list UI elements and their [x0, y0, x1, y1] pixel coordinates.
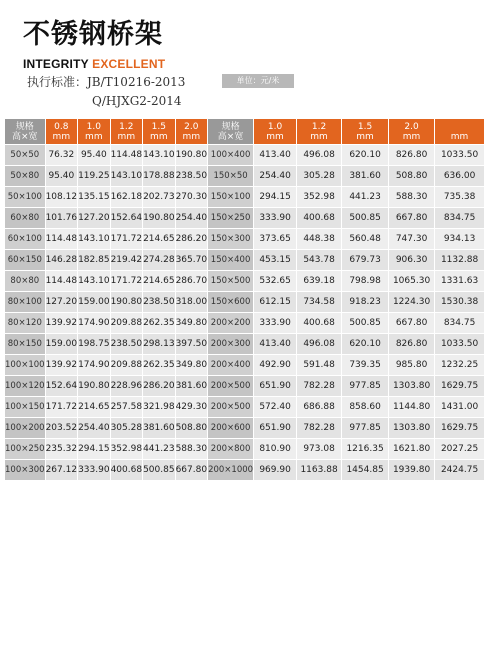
price-cell: 413.40: [254, 334, 296, 354]
spec-cell: 80×150: [5, 334, 45, 354]
price-cell: 254.40: [78, 418, 110, 438]
spec-cell: 50×80: [5, 166, 45, 186]
price-cell: 162.18: [111, 187, 143, 207]
price-cell: 651.90: [254, 418, 296, 438]
price-cell: 146.28: [46, 250, 78, 270]
price-cell: 203.52: [46, 418, 78, 438]
price-cell: 441.23: [342, 187, 388, 207]
price-cell: 679.73: [342, 250, 388, 270]
price-cell: 591.48: [297, 355, 341, 375]
price-cell: 114.48: [46, 229, 78, 249]
price-cell: 286.20: [176, 229, 208, 249]
table-row: [5, 376, 484, 396]
price-cell: 651.90: [254, 376, 296, 396]
spec-cell: 200×500: [208, 397, 253, 417]
price-cell: 143.10: [78, 271, 110, 291]
price-cell: 190.80: [176, 145, 208, 165]
price-cell: 267.12: [46, 460, 78, 480]
table-row: [5, 334, 484, 354]
price-cell: 918.23: [342, 292, 388, 312]
table-row: [5, 313, 484, 333]
price-cell: 1033.50: [435, 334, 484, 354]
slogan: [23, 57, 165, 71]
spec-cell: 100×120: [5, 376, 45, 396]
table-row: [5, 166, 484, 186]
spec-cell: 80×100: [5, 292, 45, 312]
price-cell: 238.50: [176, 166, 208, 186]
price-cell: 496.08: [297, 334, 341, 354]
price-cell: 834.75: [435, 313, 484, 333]
price-cell: 139.92: [46, 355, 78, 375]
price-cell: 333.90: [78, 460, 110, 480]
price-cell: 532.65: [254, 271, 296, 291]
price-cell: 159.00: [46, 334, 78, 354]
price-cell: 76.32: [46, 145, 78, 165]
price-cell: 238.50: [111, 334, 143, 354]
price-cell: 782.28: [297, 418, 341, 438]
price-cell: 739.35: [342, 355, 388, 375]
price-cell: 560.48: [342, 229, 388, 249]
spec-cell: 200×300: [208, 334, 253, 354]
price-cell: 1224.30: [389, 292, 434, 312]
price-cell: 400.68: [297, 313, 341, 333]
price-cell: 810.90: [254, 439, 296, 459]
price-cell: 171.72: [111, 271, 143, 291]
header-thickness: 1.0 mm: [78, 119, 110, 144]
price-cell: 508.80: [389, 166, 434, 186]
price-cell: 448.38: [297, 229, 341, 249]
price-cell: 429.30: [176, 397, 208, 417]
price-cell: 127.20: [46, 292, 78, 312]
price-cell: 95.40: [78, 145, 110, 165]
price-cell: 262.35: [143, 313, 175, 333]
price-cell: 1163.88: [297, 460, 341, 480]
price-cell: 228.96: [111, 376, 143, 396]
price-cell: 254.40: [176, 208, 208, 228]
price-cell: 400.68: [297, 208, 341, 228]
price-cell: 171.72: [111, 229, 143, 249]
price-cell: 321.98: [143, 397, 175, 417]
price-cell: 294.15: [78, 439, 110, 459]
price-cell: 1232.25: [435, 355, 484, 375]
spec-cell: 200×500: [208, 376, 253, 396]
price-cell: 985.80: [389, 355, 434, 375]
price-cell: 294.15: [254, 187, 296, 207]
unit-label: 单位：元/米: [222, 74, 294, 88]
spec-cell: 150×50: [208, 166, 253, 186]
header-thickness: 1.2 mm: [297, 119, 341, 144]
price-cell: 95.40: [46, 166, 78, 186]
price-cell: 159.00: [78, 292, 110, 312]
price-cell: 826.80: [389, 145, 434, 165]
price-cell: 1629.75: [435, 418, 484, 438]
price-cell: 178.88: [143, 166, 175, 186]
header-thickness: 1.0 mm: [254, 119, 296, 144]
price-cell: 349.80: [176, 313, 208, 333]
price-cell: 441.23: [143, 439, 175, 459]
table-row: [5, 145, 484, 165]
price-cell: 262.35: [143, 355, 175, 375]
price-cell: 202.73: [143, 187, 175, 207]
table-row: [5, 418, 484, 438]
price-cell: 381.60: [176, 376, 208, 396]
price-cell: 612.15: [254, 292, 296, 312]
spec-cell: 150×400: [208, 250, 253, 270]
price-cell: 588.30: [389, 187, 434, 207]
price-cell: 453.15: [254, 250, 296, 270]
price-cell: 152.64: [111, 208, 143, 228]
spec-cell: 200×400: [208, 355, 253, 375]
price-cell: 636.00: [435, 166, 484, 186]
price-cell: 198.75: [78, 334, 110, 354]
price-cell: 190.80: [111, 292, 143, 312]
price-cell: 969.90: [254, 460, 296, 480]
price-cell: 209.88: [111, 313, 143, 333]
header-thickness: mm: [435, 119, 484, 144]
table-row: [5, 250, 484, 270]
price-cell: 500.85: [342, 208, 388, 228]
price-cell: 270.30: [176, 187, 208, 207]
price-cell: 305.28: [111, 418, 143, 438]
price-cell: 973.08: [297, 439, 341, 459]
price-cell: 1331.63: [435, 271, 484, 291]
price-table-body: [5, 145, 484, 480]
price-cell: 400.68: [111, 460, 143, 480]
price-cell: 108.12: [46, 187, 78, 207]
price-cell: 305.28: [297, 166, 341, 186]
spec-cell: 100×300: [5, 460, 45, 480]
spec-cell: 150×250: [208, 208, 253, 228]
spec-cell: 60×100: [5, 229, 45, 249]
spec-cell: 200×800: [208, 439, 253, 459]
spec-cell: 100×200: [5, 418, 45, 438]
price-cell: 352.98: [111, 439, 143, 459]
price-cell: 1939.80: [389, 460, 434, 480]
price-cell: 143.10: [78, 229, 110, 249]
price-cell: 1629.75: [435, 376, 484, 396]
price-cell: 190.80: [78, 376, 110, 396]
price-cell: 667.80: [389, 313, 434, 333]
price-cell: 734.58: [297, 292, 341, 312]
spec-cell: 200×200: [208, 313, 253, 333]
price-cell: 381.60: [342, 166, 388, 186]
price-cell: 782.28: [297, 376, 341, 396]
price-cell: 1033.50: [435, 145, 484, 165]
spec-cell: 50×100: [5, 187, 45, 207]
spec-cell: 100×400: [208, 145, 253, 165]
price-cell: 274.28: [143, 250, 175, 270]
price-cell: 508.80: [176, 418, 208, 438]
price-cell: 500.85: [143, 460, 175, 480]
table-row: [5, 271, 484, 291]
price-cell: 1303.80: [389, 418, 434, 438]
price-cell: 114.48: [111, 145, 143, 165]
price-cell: 214.65: [143, 229, 175, 249]
price-cell: 1530.38: [435, 292, 484, 312]
table-header-row: [5, 119, 484, 144]
price-cell: 667.80: [176, 460, 208, 480]
table-row: [5, 439, 484, 459]
price-cell: 1216.35: [342, 439, 388, 459]
price-cell: 143.10: [111, 166, 143, 186]
price-cell: 1065.30: [389, 271, 434, 291]
price-cell: 119.25: [78, 166, 110, 186]
spec-cell: 200×1000: [208, 460, 253, 480]
price-cell: 2027.25: [435, 439, 484, 459]
spec-cell: 150×300: [208, 229, 253, 249]
page-title: 不锈钢桥架: [23, 19, 163, 50]
spec-cell: 100×100: [5, 355, 45, 375]
price-cell: 735.38: [435, 187, 484, 207]
price-cell: 620.10: [342, 334, 388, 354]
price-cell: 492.90: [254, 355, 296, 375]
spec-cell: 80×80: [5, 271, 45, 291]
price-cell: 1431.00: [435, 397, 484, 417]
table-row: [5, 397, 484, 417]
price-cell: 286.20: [143, 376, 175, 396]
slogan-integrity: INTEGRITY: [23, 57, 89, 71]
price-cell: 254.40: [254, 166, 296, 186]
price-cell: 1621.80: [389, 439, 434, 459]
spec-cell: 150×500: [208, 271, 253, 291]
table-row: [5, 355, 484, 375]
slogan-excellent: EXCELLENT: [92, 57, 166, 71]
price-cell: 2424.75: [435, 460, 484, 480]
price-cell: 413.40: [254, 145, 296, 165]
price-cell: 333.90: [254, 208, 296, 228]
price-cell: 572.40: [254, 397, 296, 417]
header-thickness: 1.5 mm: [342, 119, 388, 144]
spec-cell: 150×600: [208, 292, 253, 312]
price-cell: 114.48: [46, 271, 78, 291]
spec-cell: 100×150: [5, 397, 45, 417]
price-cell: 397.50: [176, 334, 208, 354]
price-cell: 318.00: [176, 292, 208, 312]
price-cell: 135.15: [78, 187, 110, 207]
price-cell: 500.85: [342, 313, 388, 333]
price-cell: 1454.85: [342, 460, 388, 480]
price-cell: 174.90: [78, 355, 110, 375]
price-cell: 747.30: [389, 229, 434, 249]
price-cell: 977.85: [342, 418, 388, 438]
price-cell: 1303.80: [389, 376, 434, 396]
price-cell: 214.65: [78, 397, 110, 417]
price-cell: 1132.88: [435, 250, 484, 270]
header-spec-left: 规格 高×宽: [5, 119, 45, 144]
spec-cell: 60×150: [5, 250, 45, 270]
price-cell: 826.80: [389, 334, 434, 354]
price-cell: 143.10: [143, 145, 175, 165]
price-cell: 190.80: [143, 208, 175, 228]
price-cell: 977.85: [342, 376, 388, 396]
price-cell: 858.60: [342, 397, 388, 417]
price-table: [4, 118, 485, 481]
spec-cell: 100×250: [5, 439, 45, 459]
price-cell: 257.58: [111, 397, 143, 417]
price-cell: 219.42: [111, 250, 143, 270]
standard-line-1: 执行标准：JB/T10216-2013: [27, 75, 186, 89]
header-thickness: 2.0 mm: [176, 119, 208, 144]
price-cell: 174.90: [78, 313, 110, 333]
price-cell: 906.30: [389, 250, 434, 270]
price-cell: 934.13: [435, 229, 484, 249]
price-cell: 235.32: [46, 439, 78, 459]
price-cell: 214.65: [143, 271, 175, 291]
price-cell: 365.70: [176, 250, 208, 270]
price-cell: 349.80: [176, 355, 208, 375]
price-cell: 182.85: [78, 250, 110, 270]
price-cell: 686.88: [297, 397, 341, 417]
spec-cell: 200×600: [208, 418, 253, 438]
price-cell: 171.72: [46, 397, 78, 417]
spec-cell: 150×100: [208, 187, 253, 207]
price-cell: 152.64: [46, 376, 78, 396]
header-thickness: 0.8 mm: [46, 119, 78, 144]
table-row: [5, 208, 484, 228]
standard-line-2: Q/HJXG2-2014: [92, 94, 182, 108]
price-cell: 798.98: [342, 271, 388, 291]
price-cell: 588.30: [176, 439, 208, 459]
price-cell: 298.13: [143, 334, 175, 354]
table-row: [5, 229, 484, 249]
header-thickness: 1.5 mm: [143, 119, 175, 144]
spec-cell: 60×80: [5, 208, 45, 228]
header-spec-right: 规格 高×宽: [208, 119, 253, 144]
price-cell: 333.90: [254, 313, 296, 333]
price-cell: 352.98: [297, 187, 341, 207]
price-cell: 543.78: [297, 250, 341, 270]
price-cell: 667.80: [389, 208, 434, 228]
price-cell: 834.75: [435, 208, 484, 228]
table-row: [5, 460, 484, 480]
price-cell: 496.08: [297, 145, 341, 165]
price-cell: 238.50: [143, 292, 175, 312]
header-thickness: 1.2 mm: [111, 119, 143, 144]
price-cell: 139.92: [46, 313, 78, 333]
price-cell: 373.65: [254, 229, 296, 249]
price-cell: 127.20: [78, 208, 110, 228]
price-cell: 381.60: [143, 418, 175, 438]
price-cell: 286.70: [176, 271, 208, 291]
spec-cell: 50×50: [5, 145, 45, 165]
price-cell: 620.10: [342, 145, 388, 165]
price-cell: 101.76: [46, 208, 78, 228]
price-cell: 639.18: [297, 271, 341, 291]
header-thickness: 2.0 mm: [389, 119, 434, 144]
price-cell: 209.88: [111, 355, 143, 375]
table-row: [5, 187, 484, 207]
price-cell: 1144.80: [389, 397, 434, 417]
table-row: [5, 292, 484, 312]
spec-cell: 80×120: [5, 313, 45, 333]
